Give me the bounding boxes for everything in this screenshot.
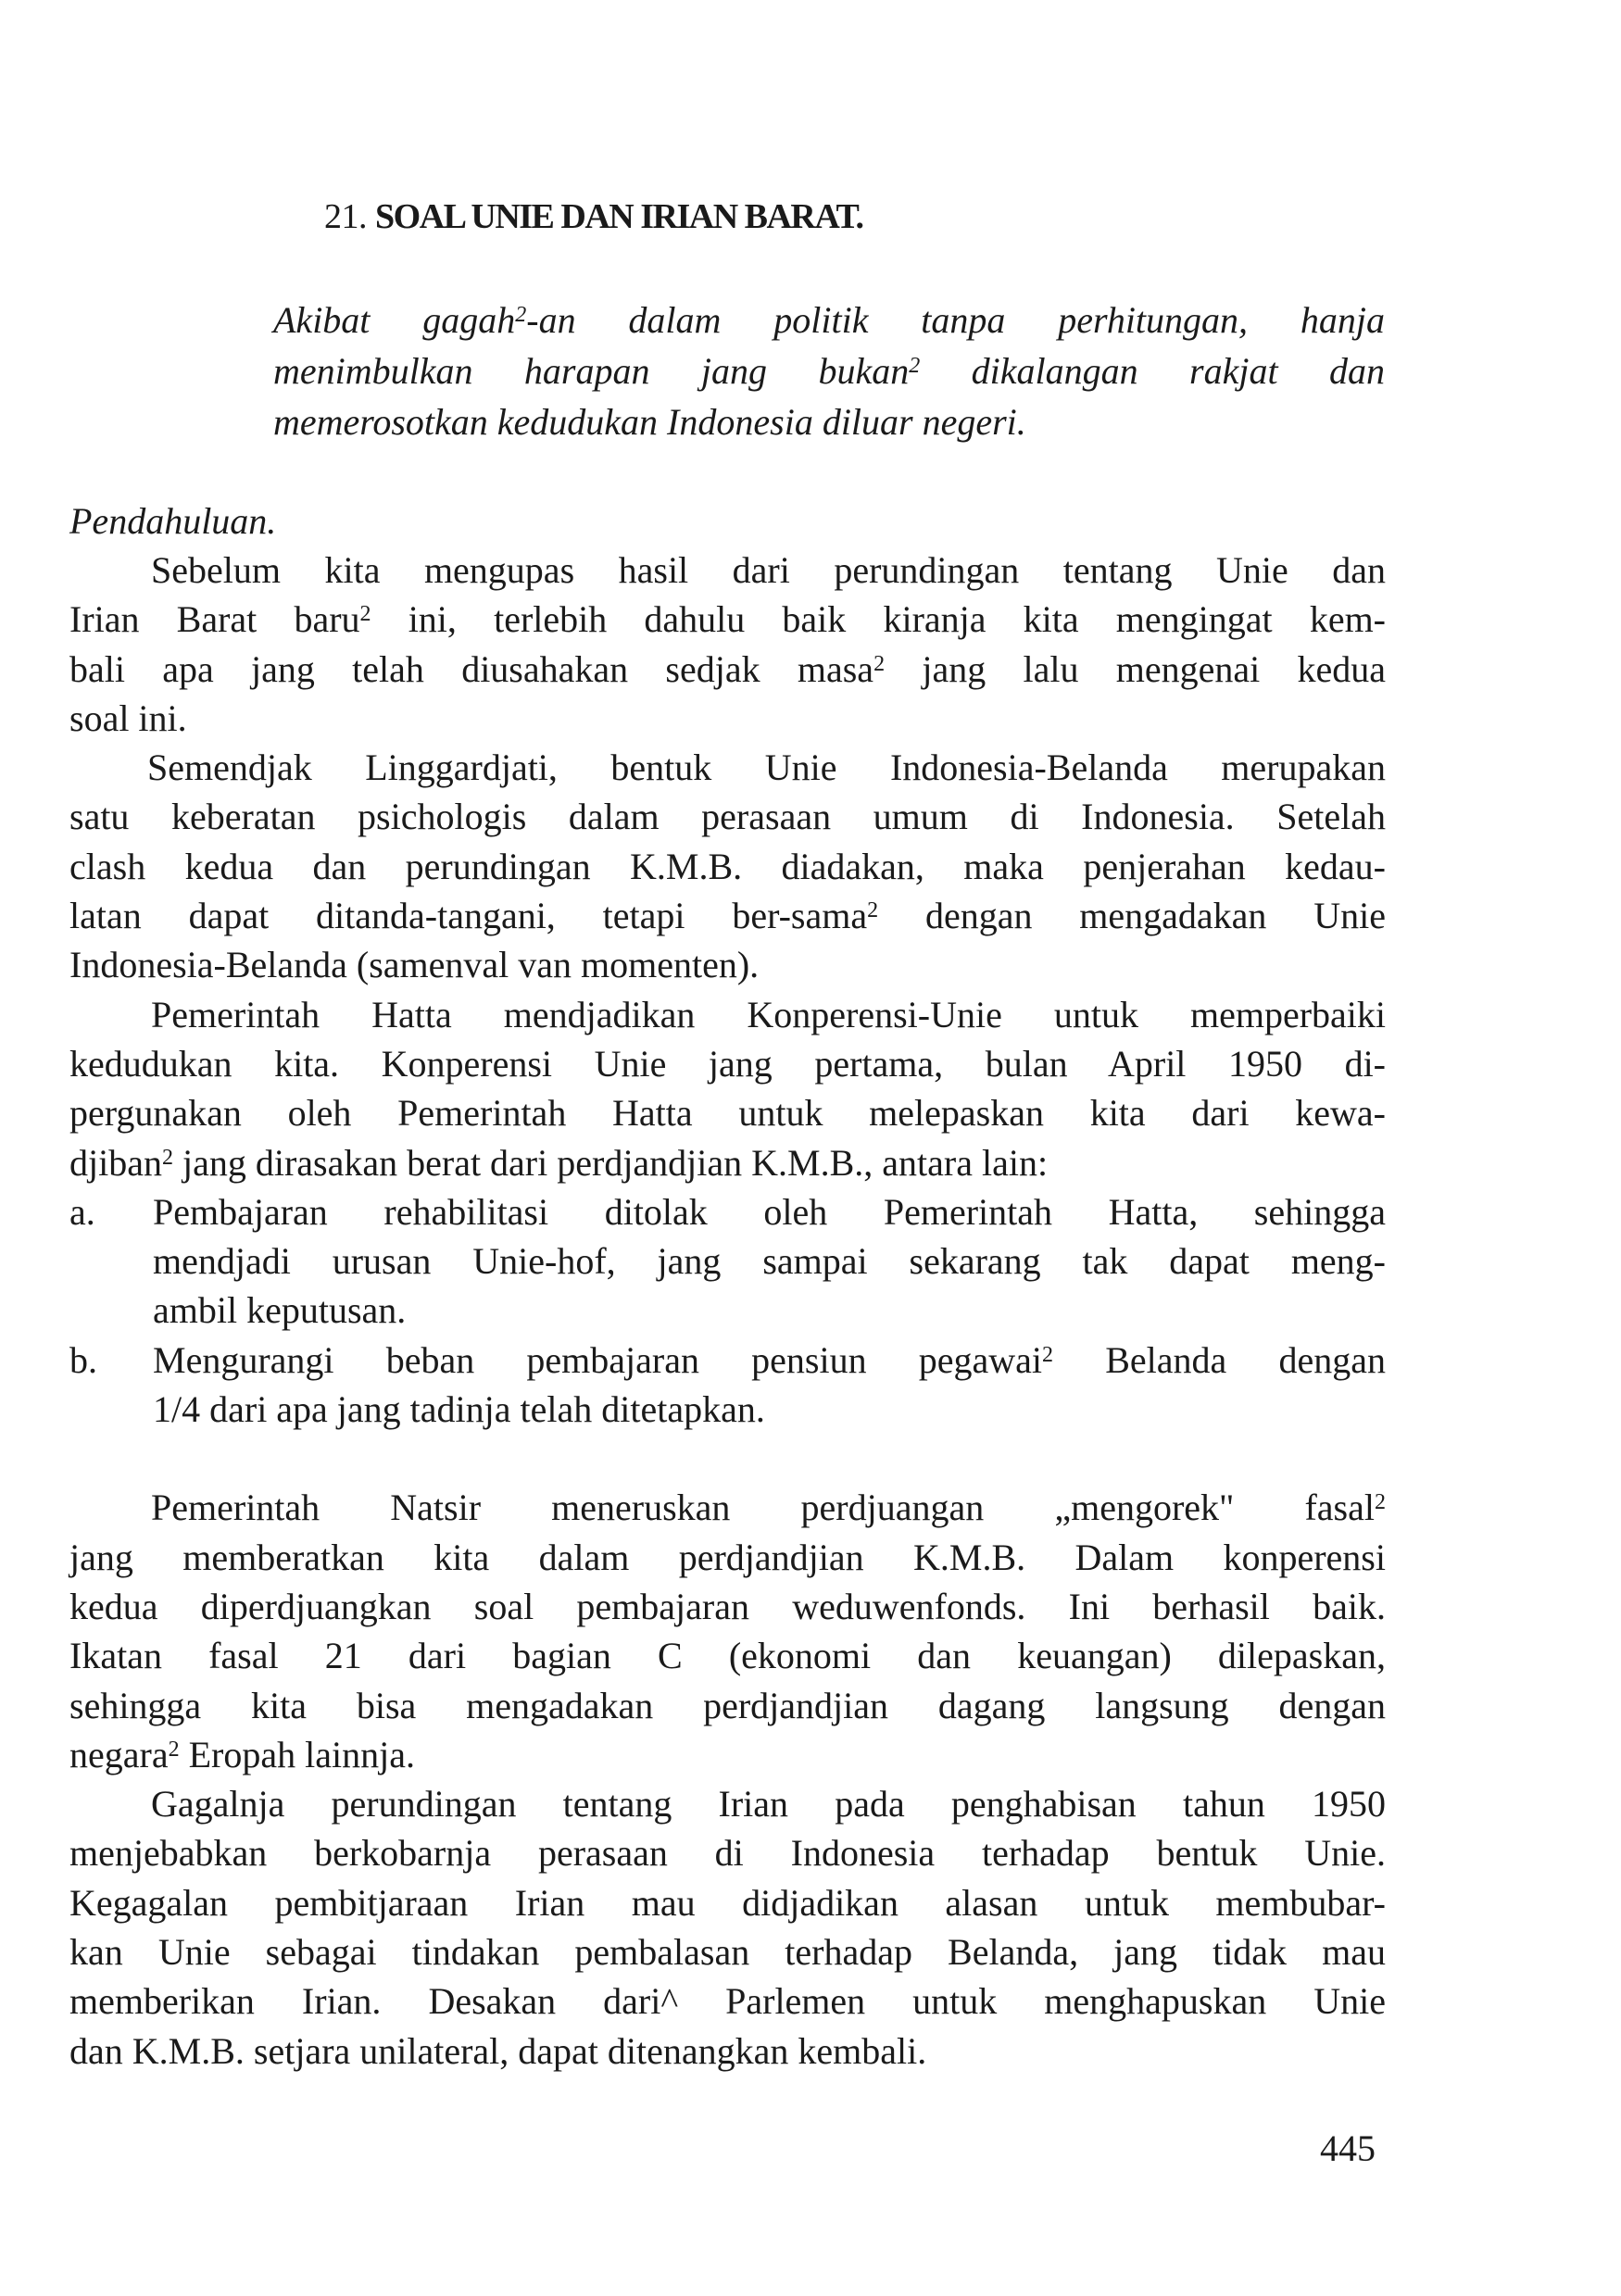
section-label: Pendahuluan.	[69, 500, 277, 542]
text-line: kan Unie sebagai tindakan pembalasan terhadap Belanda, jang tidak mau	[69, 1931, 1386, 1974]
chapter-heading	[324, 196, 863, 237]
epigraph	[273, 295, 1385, 447]
paragraph-3	[69, 990, 1386, 1187]
text-line: Pembajaran rehabilitasi ditolak oleh Pemerintah Hatta, sehingga	[153, 1190, 1386, 1233]
paragraph-1	[69, 546, 1386, 743]
text-line: memberikan Irian. Desakan dari^ Parlemen untuk menghapuskan Unie	[69, 1980, 1386, 2023]
epigraph-line: Akibat gagah$^2$-an dalam politik tanpa perhitungan, hanja	[273, 299, 1385, 341]
paragraph-2	[69, 743, 1386, 989]
text-line: menjebabkan berkobarnja perasaan di Indonesia terhadap bentuk Unie.	[69, 1832, 1386, 1875]
page-number: 445	[1320, 2127, 1376, 2169]
text-line: satu keberatan psichologis dalam perasaan umum di Indonesia. Setelah	[69, 796, 1386, 838]
text-line: Irian Barat baru$^2$ ini, terlebih dahulu baik kiranja kita mengingat kem-	[69, 598, 1387, 641]
chapter-number: 21.	[324, 197, 367, 236]
paragraph-5	[69, 1779, 1386, 2076]
text-line: kedua diperdjuangkan soal pembajaran weduwenfonds. Ini berhasil baik.	[69, 1585, 1386, 1627]
epigraph-line: menimbulkan harapan jang bukan$^2$ dikalangan rakjat dan	[273, 350, 1385, 392]
text-line: 1/4 dari apa jang tadinja telah ditetapkan.	[153, 1388, 765, 1431]
text-line: Sebelum kita mengupas hasil dari perundingan tentang Unie dan	[151, 549, 1386, 591]
text-line: Pemerintah Natsir meneruskan perdjuangan „mengorek" fasal$^2$	[151, 1487, 1386, 1529]
text-line: bali apa jang telah diusahakan sedjak masa$^2$ jang lalu mengenai kedua	[69, 647, 1387, 690]
enumerated-list	[69, 1187, 1386, 1434]
text-line: pergunakan oleh Pemerintah Hatta untuk melepaskan kita dari kewa-	[69, 1092, 1386, 1135]
list-marker: b.	[69, 1338, 97, 1381]
text-line: Indonesia-Belanda (samenval van momenten).	[69, 944, 760, 986]
text-line: Pemerintah Hatta mendjadikan Konperensi-Unie untuk memperbaiki	[151, 993, 1386, 1035]
text-line: jang memberatkan kita dalam perdjandjian K.M.B. Dalam konperensi	[69, 1536, 1386, 1578]
list-marker: a.	[69, 1190, 95, 1233]
text-line: sehingga kita bisa mengadakan perdjandjian dagang langsung dengan	[69, 1684, 1386, 1726]
text-line: ambil keputusan.	[153, 1289, 407, 1332]
text-line: negara$^2$ Eropah lainnja.	[69, 1733, 415, 1775]
text-line: clash kedua dan perundingan K.M.B. diadakan, maka penjerahan kedau-	[69, 845, 1386, 887]
chapter-title: SOAL UNIE DAN IRIAN BARAT.	[375, 197, 863, 236]
paragraph-gap	[69, 1434, 1386, 1483]
paragraph-4	[69, 1483, 1386, 1779]
list-item	[69, 1187, 1386, 1336]
text-line: kedudukan kita. Konperensi Unie jang pertama, bulan April 1950 di-	[69, 1042, 1386, 1085]
text-line: dan K.M.B. setjara unilateral, dapat ditenangkan kembali.	[69, 2029, 927, 2072]
text-line: Kegagalan pembitjaraan Irian mau didjadikan alasan untuk membubar-	[69, 1881, 1386, 1924]
text-line: Mengurangi beban pembajaran pensiun pegawai$^2$ Belanda dengan	[153, 1338, 1386, 1381]
body-text	[69, 496, 1386, 2076]
text-line: Gagalnja perundingan tentang Irian pada penghabisan tahun 1950	[151, 1783, 1386, 1826]
text-line: Ikatan fasal 21 dari bagian C (ekonomi dan keuangan) dilepaskan,	[69, 1635, 1386, 1677]
text-line: latan dapat ditanda-tangani, tetapi ber-sama$^2$ dengan mengadakan Unie	[69, 895, 1386, 937]
list-item	[69, 1336, 1386, 1435]
text-line: djiban$^2$ jang dirasakan berat dari perdjandjian K.M.B., antara lain:	[69, 1141, 1049, 1184]
epigraph-line: memerosotkan kedudukan Indonesia diluar negeri.	[273, 401, 1026, 443]
text-line: soal ini.	[69, 696, 187, 739]
text-line: mendjadi urusan Unie-hof, jang sampai sekarang tak dapat meng-	[153, 1240, 1386, 1283]
text-line: Semendjak Linggardjati, bentuk Unie Indonesia-Belanda merupakan	[147, 747, 1386, 789]
